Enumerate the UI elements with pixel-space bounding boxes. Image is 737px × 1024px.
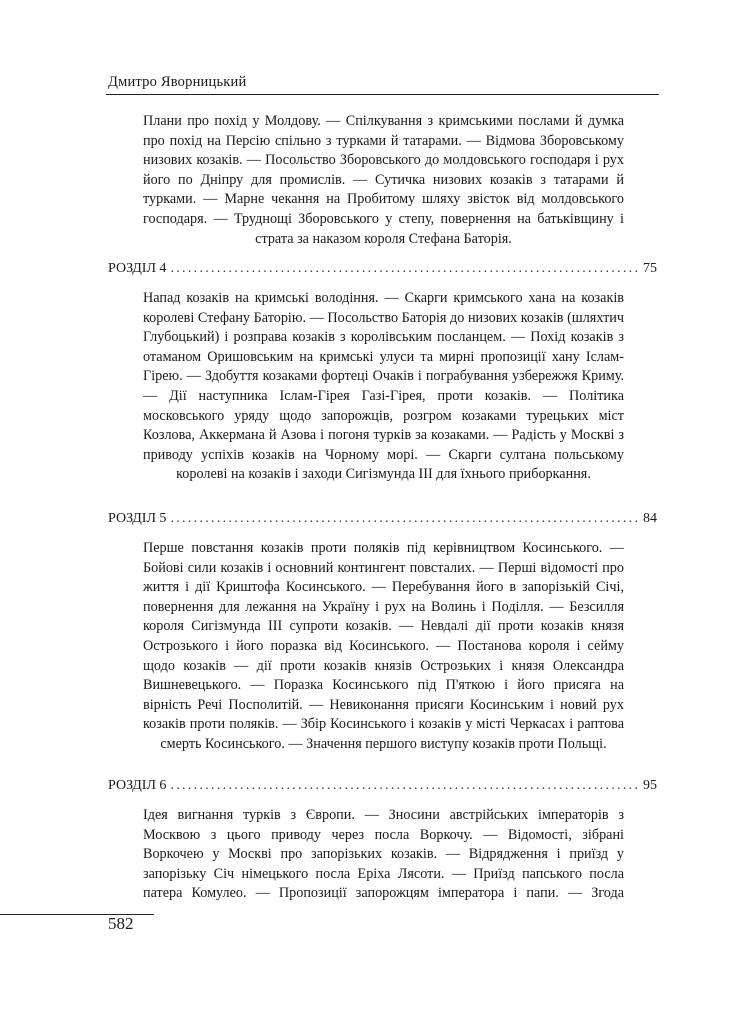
intro-paragraph: Плани про похід у Молдову. — Спілкування з кримськими послами й думка про похід на Персію спільно з турками й татарами. — Відмова Зборовському низових козаків. — Посольство Зборовського до молдовського господаря і рух його по Дніпру для промислів. — Сутичка низових козаків з татарами й турками. — Марне чекання на Пробитому шляху звісток від молдовського господаря. — Труднощі Зборовського у степу, повернення на батьківщину і страта за наказом короля Стефана Баторія. (143, 113, 624, 247)
chapter-summary: Перше повстання козаків проти поляків під керівництвом Косинського. — Бойові сили козаків і основний контингент повсталих. — Перші відомості про життя і дії Криштофа Косинського. — Перебування його в запорізькій Січі, повернення для лежання на Україну і рух на Волинь і Поділля. — Безсилля короля Сигізмунда III супроти козаків. — Невдалі дії проти козаків князя Острозького і його поразка від Косинського. — Постанова короля і сейму щодо козаків — дії проти козаків князів Острозьких і князя Олександра Вишневецького. — Поразка Косинського під П'яткою і його присяга на вірність Речі Посполитій. — Невиконання присяги Косинським і новий рух козаків проти поляків. — Збір Косинського і козаків у місті Черкасах і раптова смерть Косинського. — Значення першого виступу козаків проти Польщі. (143, 540, 624, 752)
header-author: Дмитро Яворницький (108, 74, 247, 90)
chapter-page-number: 95 (643, 778, 657, 793)
header-rule (106, 94, 659, 95)
chapter-summary: Ідея вигнання турків з Європи. — Зносини австрійських імператорів з Москвою з цього приводу через посла Воркочу. — Відомості, зібрані Воркочею у Москві про запорізьких козаків. — Відрядження і приїзд у запорізьку Січ німецького посла Еріха Лясоти. — Приїзд папського посла патера Комулео. — Пропозиції запорожцям імператора і папи. — Згода (143, 807, 624, 902)
chapter-page-number: 84 (643, 511, 657, 526)
page-number: 582 (108, 914, 134, 933)
chapter-page-number: 75 (643, 261, 657, 276)
toc-entry-chapter-6[interactable] (108, 778, 657, 798)
leader-dots (170, 778, 641, 794)
chapter-summary: Напад козаків на кримські володіння. — Скарги кримського хана на козаків королеві Стефану Баторію. — Посольство Баторія до низових козаків (шляхтич Глубоцький) і розправа козаків з королівським посланцем. — Похід козаків з отаманом Оришовським на кримські улуси та мирні пропозиції хану Іслам-Гірею. — Здобуття козаками фортеці Очаків і пограбування узбережжя Криму. — Дії наступника Іслам-Гірея Газі-Гірея, проти козаків. — Політика московського уряду щодо запорожців, розгром козаками турецьких міст Козлова, Аккермана й Азова і погоня турків за козаками. — Радість у Москві з приводу успіхів козаків на Чорному морі. — Скарги султана польському королеві на козаків і заходи Сигізмунда III для їхнього приборкання. (143, 290, 624, 483)
leader-dots (170, 261, 641, 277)
chapter-label: РОЗДІЛ 4 (108, 261, 167, 276)
leader-dots (170, 511, 641, 527)
chapter-label: РОЗДІЛ 5 (108, 511, 167, 526)
chapter-label: РОЗДІЛ 6 (108, 778, 167, 793)
toc-entry-chapter-5[interactable] (108, 511, 657, 531)
toc-entry-chapter-4[interactable] (108, 261, 657, 281)
